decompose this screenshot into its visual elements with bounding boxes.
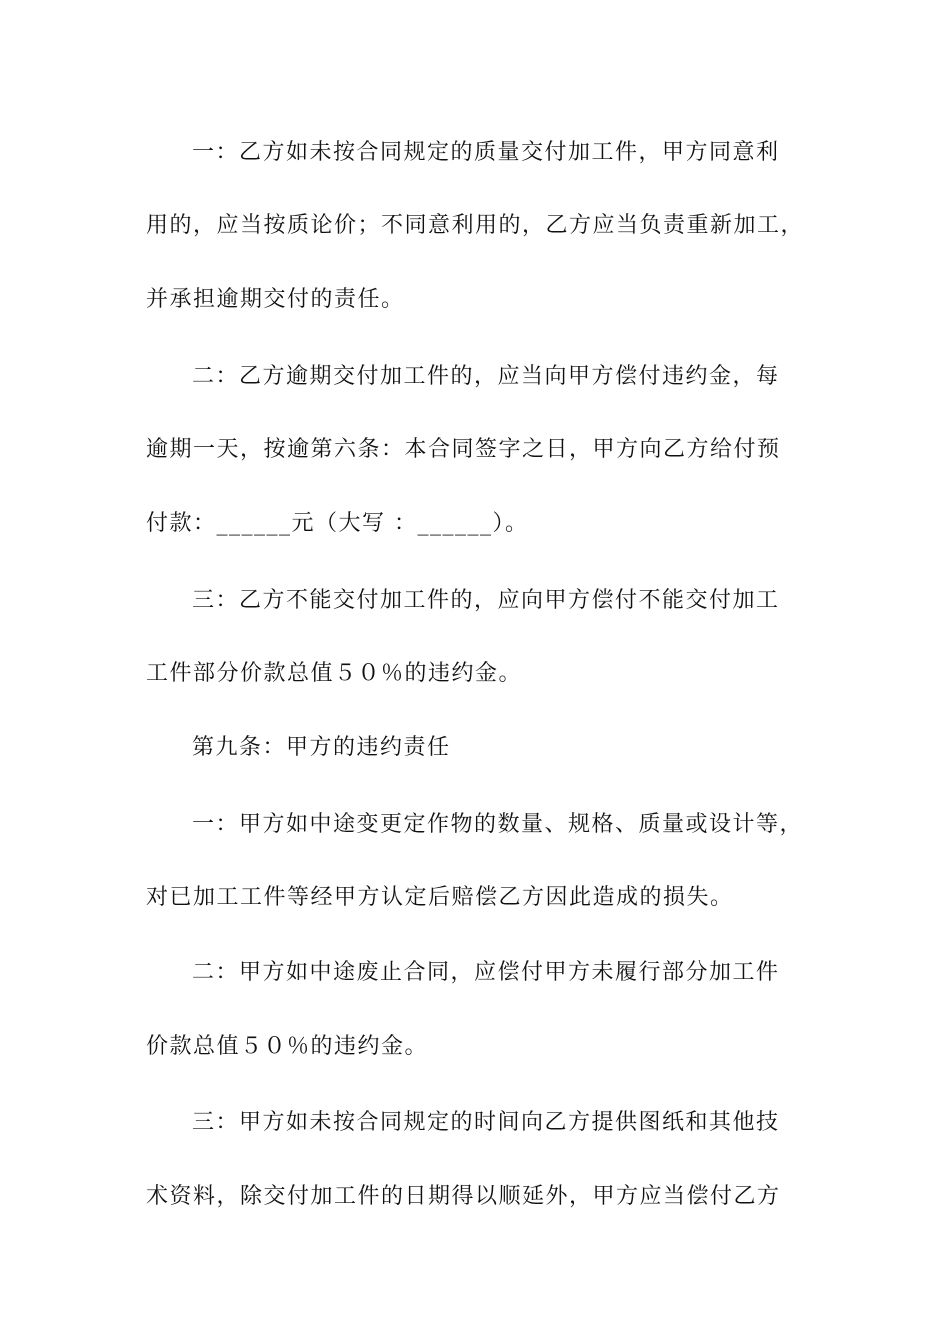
section-heading: 第九条：甲方的违约责任 xyxy=(192,735,451,760)
paragraph-line: 三：乙方不能交付加工件的，应向甲方偿付不能交付加工 xyxy=(192,588,780,613)
paragraph-line: 三：甲方如未按合同规定的时间向乙方提供图纸和其他技 xyxy=(192,1110,780,1135)
paragraph-line: 一：甲方如中途变更定作物的数量、规格、质量或设计等， xyxy=(192,812,804,837)
paragraph-line: 用的，应当按质论价；不同意利用的，乙方应当负责重新加工， xyxy=(146,213,805,238)
paragraph-line: 逾期一天，按逾第六条：本合同签字之日，甲方向乙方给付预 xyxy=(146,437,781,462)
paragraph-line: 并承担逾期交付的责任。 xyxy=(146,287,405,312)
paragraph-line: 对已加工工件等经甲方认定后赔偿乙方因此造成的损失。 xyxy=(146,885,734,910)
paragraph-line: 一：乙方如未按合同规定的质量交付加工件，甲方同意利 xyxy=(192,140,780,165)
paragraph-line: 付款：______元（大写 ：______）。 xyxy=(146,511,529,536)
paragraph-line: 工件部分价款总值５０％的违约金。 xyxy=(146,661,523,686)
paragraph-line: 二：甲方如中途废止合同，应偿付甲方未履行部分加工件 xyxy=(192,960,780,985)
paragraph-line: 二：乙方逾期交付加工件的，应当向甲方偿付违约金，每 xyxy=(192,364,780,389)
paragraph-line: 术资料，除交付加工件的日期得以顺延外，甲方应当偿付乙方 xyxy=(146,1184,781,1209)
paragraph-line: 价款总值５０％的违约金。 xyxy=(146,1034,429,1059)
